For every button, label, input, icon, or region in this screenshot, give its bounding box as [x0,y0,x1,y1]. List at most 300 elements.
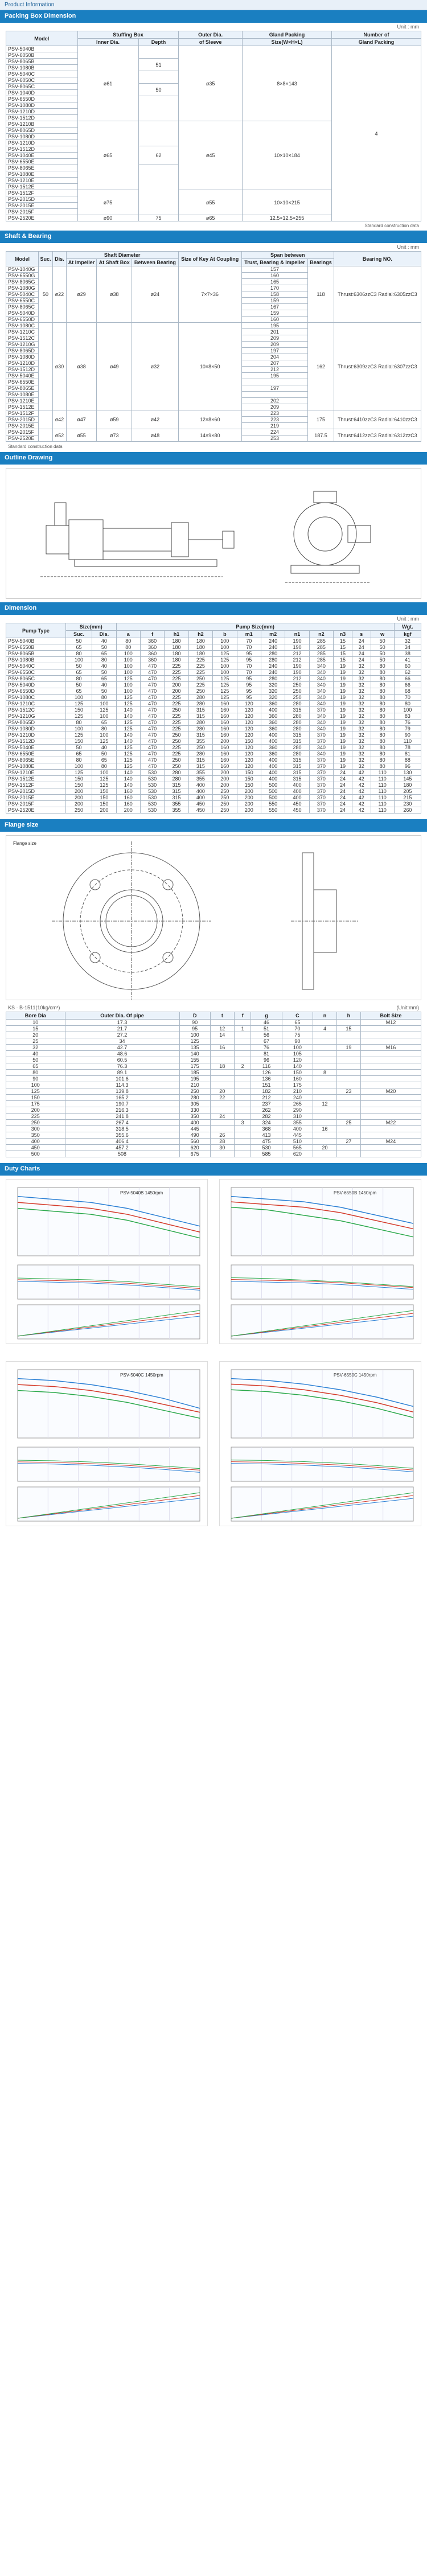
col-at-impeller: At Impeller [66,259,97,266]
flange-cell: 241.8 [65,1114,179,1120]
dim-cell: 500 [261,782,285,788]
dim-cell: 24 [352,644,371,651]
flange-cell: 12 [210,1026,234,1032]
dim-cell: 100 [92,732,116,738]
dim-cell: PSV-1210E [6,770,66,776]
dim-cell: 150 [92,795,116,801]
flange-cell [336,1151,360,1157]
dim-cell: 225 [165,713,188,720]
dim-cell: 125 [92,782,116,788]
dim-cell: 370 [309,757,333,763]
dim-col-9: m2 [261,631,285,638]
depth-cell [138,46,179,59]
col-gland-packing2: Gland Packing [332,39,421,46]
dim-cell: 65 [92,651,116,657]
flange-cell: 105 [282,1051,313,1057]
dim-cell: 120 [237,707,261,713]
no-cell: Thrust:6412zzC3 Radial:6312zzC3 [334,429,421,442]
dim-cell: 160 [213,745,237,751]
dim-cell: 360 [261,701,285,707]
table-row [6,663,421,669]
flange-cell [360,1026,421,1032]
flange-cell [360,1063,421,1070]
dim-cell: 470 [140,745,164,751]
dim-cell: 340 [309,688,333,695]
dim-cell: PSV-8065E [6,757,66,763]
table-row [6,1020,421,1026]
flange-cell: 25 [6,1038,65,1045]
dim-cell: 80 [65,676,92,682]
flange-cell: 65 [282,1020,313,1026]
dim-cell: 530 [140,782,164,788]
flange-cell: 240 [282,1095,313,1101]
flange-cell: 25 [336,1120,360,1126]
dim-cell: 120 [237,763,261,770]
dim-cell: PSV-1210G [6,713,66,720]
dim-cell: 400 [261,738,285,745]
dim-cell: 280 [285,720,309,726]
dim-cell: 125 [116,701,140,707]
dim-cell: 70 [237,644,261,651]
dim-cell: 150 [65,782,92,788]
brg-cell: ø42 [132,410,179,429]
flange-cell: 140 [179,1051,210,1057]
dim-cell: 32 [352,738,371,745]
flange-cell: 40 [6,1051,65,1057]
model-cell: PSV-6050C [6,77,78,84]
table-row [6,763,421,770]
flange-drawing-label: Flange size [13,841,36,846]
dim-cell: 250 [165,757,188,763]
flange-cell: 318.5 [65,1126,179,1132]
dim-cell: 50 [371,644,394,651]
box-cell: ø38 [97,266,132,323]
dim-cell: 315 [285,732,309,738]
dim-cell: 95 [237,676,261,682]
flange-cell: 160 [282,1076,313,1082]
dim-cell: 280 [261,657,285,663]
flange-col-0: Bore Dia [6,1012,65,1020]
dim-cell: 315 [285,707,309,713]
model-cell: PSV-5040E [6,373,39,379]
flange-cell: 267.4 [65,1120,179,1126]
table-row [6,323,421,329]
imp-cell: ø29 [66,266,97,323]
dim-cell: 120 [237,720,261,726]
flange-cell: 450 [6,1145,65,1151]
flange-cell: 475 [251,1139,282,1145]
dim-cell: 470 [140,732,164,738]
dim-cell: 96 [394,763,421,770]
flange-cell: 355 [282,1120,313,1126]
table-row [6,1057,421,1063]
outer-cell: ø65 [179,215,243,221]
flange-cell: 413 [251,1132,282,1139]
flange-cell: 42.7 [65,1045,179,1051]
table-row [6,1139,421,1145]
dim-cell: 225 [165,751,188,757]
flange-cell: 21.7 [65,1026,179,1032]
dim-cell: 225 [188,682,212,688]
flange-cell [234,1107,251,1114]
flange-cell: 100 [282,1045,313,1051]
flange-cell [210,1126,234,1132]
dim-cell: 225 [165,745,188,751]
flange-cell: 280 [179,1095,210,1101]
flange-cell: M22 [360,1120,421,1126]
dim-cell: 280 [188,701,212,707]
depth-cell [138,71,179,84]
dim-cell: 470 [140,751,164,757]
dim-cell: 340 [309,682,333,688]
flange-cell [313,1038,337,1045]
flange-cell: 355.6 [65,1132,179,1139]
flange-cell: 114.3 [65,1082,179,1088]
dim-cell: 32 [352,688,371,695]
flange-cell: 16 [313,1126,337,1132]
dim-cell: 160 [213,720,237,726]
cpl-cell: 10×8×50 [178,323,241,410]
depth-cell: 50 [138,84,179,96]
flange-cell: 56 [251,1032,282,1038]
dim-cell: 65 [92,720,116,726]
product-info-header: Product Information [0,0,427,10]
duty-chart [6,1361,208,1526]
dim-cell: 120 [237,757,261,763]
flange-cell: 10 [6,1020,65,1026]
dim-cell: 100 [116,669,140,676]
flange-cell: 19 [336,1045,360,1051]
table-row [6,1026,421,1032]
flange-cell: 508 [65,1151,179,1157]
dim-cell: 125 [213,695,237,701]
dim-cell: 250 [165,732,188,738]
dim-cell: 225 [188,663,212,669]
flange-cell: 34 [65,1038,179,1045]
suc-cell: 50 [39,266,53,323]
dim-cell: 42 [352,795,371,801]
dim-cell: 24 [334,776,352,782]
dim-cell: 240 [261,644,285,651]
dim-cell: 100 [92,713,116,720]
inner-cell: ø61 [77,46,138,121]
dim-cell: 200 [165,688,188,695]
dim-cell: 180 [394,782,421,788]
dim-cell: 200 [165,682,188,688]
col-depth: Depth [138,39,179,46]
flange-cell: 151 [251,1082,282,1088]
dim-cell: 80 [116,638,140,644]
duty-chart-svg [6,1362,207,1526]
dim-cell: 200 [65,795,92,801]
dim-cell: 50 [92,669,116,676]
table-row [6,651,421,657]
dim-cell: 315 [165,788,188,795]
flange-cell: 400 [6,1139,65,1145]
flange-cell: M20 [360,1088,421,1095]
flange-cell: 22 [210,1095,234,1101]
chart-title: PSV-6550B 1450rpm [334,1190,377,1195]
brg-cell: ø32 [132,323,179,410]
dim-cell: 340 [309,701,333,707]
table-row [6,266,421,273]
dim-cell: 100 [394,707,421,713]
flange-cell [336,1032,360,1038]
packing-section-title: Packing Box Dimension [0,10,427,23]
flange-cell: 400 [179,1120,210,1126]
dim-cell: 19 [334,732,352,738]
model-cell: PSV-8065D [6,128,78,134]
dim-cell: PSV-5040B [6,638,66,644]
dim-cell: 200 [213,782,237,788]
dim-cell: 32 [352,669,371,676]
dim-cell: 80 [92,763,116,770]
col-size-of-key: Size of Key At Coupling [178,252,241,266]
dim-cell: 100 [65,726,92,732]
model-cell: PSV-1512C [6,335,39,342]
flange-cell: M16 [360,1045,421,1051]
dim-cell: 200 [213,738,237,745]
flange-cell: 89.1 [65,1070,179,1076]
dim-cell: PSV-6550D [6,688,66,695]
dim-cell: 140 [116,732,140,738]
dim-cell: 80 [371,751,394,757]
shaft-unit: Unit : mm [397,244,419,250]
dim-cell: 145 [394,776,421,782]
model-cell: PSV-5040C [6,71,78,77]
dim-cell: 125 [116,695,140,701]
dim-cell: 180 [165,657,188,663]
dim-cell: 125 [213,657,237,663]
dim-cell: 340 [309,713,333,720]
imp-cell: ø47 [66,410,97,429]
flange-cell: 116 [251,1063,282,1070]
dim-cell: 225 [165,726,188,732]
table-row [6,795,421,801]
depth-cell [138,121,179,146]
dim-cell: 88 [394,757,421,763]
dim-cell: 66 [394,682,421,688]
table-row [6,732,421,738]
flange-cell [234,1151,251,1157]
table-row [6,1126,421,1132]
flange-cell [234,1145,251,1151]
dim-cell: 68 [394,688,421,695]
model-cell: PSV-8065E [6,385,39,392]
flange-cell: 20 [313,1145,337,1151]
model-cell: PSV-1512E [6,404,39,410]
table-row [6,1038,421,1045]
dim-cell: PSV-1512D [6,738,66,745]
dim-cell: 470 [140,763,164,770]
dim-cell: 400 [285,788,309,795]
dim-cell: 40 [92,663,116,669]
dim-cell: 32 [352,676,371,682]
dim-cell: 370 [309,770,333,776]
span-cell [241,392,308,398]
flange-cell: 136 [251,1076,282,1082]
flange-cell [336,1051,360,1057]
no-cell: Thrust:6309zzC3 Radial:6307zzC3 [334,323,421,410]
dim-cell: 360 [261,713,285,720]
dim-cell: 250 [65,807,92,814]
col-dis: Dis. [53,252,67,266]
flange-cell: 28 [210,1139,234,1145]
dim-cell: 80 [371,763,394,770]
dim-cell: 65 [92,676,116,682]
dim-cell: 160 [213,701,237,707]
span-cell: 219 [241,423,308,429]
dim-cell: PSV-1080C [6,695,66,701]
gland-cell: 10×10×215 [242,190,331,215]
dim-cell: 360 [261,720,285,726]
dim-cell: 200 [65,801,92,807]
dim-cell: 340 [309,663,333,669]
dim-cell: 280 [165,776,188,782]
dim-cell: 250 [188,688,212,695]
duty-chart-svg [220,1180,421,1344]
dim-cell: 160 [116,801,140,807]
cpl-cell: 14×9×80 [178,429,241,442]
shaft-section-title: Shaft & Bearing [0,231,427,243]
dim-cell: 180 [165,651,188,657]
model-cell: PSV-1040E [6,153,78,159]
flange-cell: 305 [179,1101,210,1107]
dim-cell: 550 [261,801,285,807]
dim-cell: 83 [394,713,421,720]
flange-cell: 15 [6,1026,65,1032]
dim-cell: 340 [309,745,333,751]
dim-cell: 340 [309,669,333,676]
dim-cell: 80 [92,726,116,732]
dim-cell: 100 [116,657,140,663]
flange-cell: 150 [6,1095,65,1101]
dim-cell: 95 [237,657,261,663]
flange-cell [234,1088,251,1095]
model-cell: PSV-1210C [6,329,39,335]
shaft-note: Standard construction data [8,444,63,449]
flange-cell: 216.3 [65,1107,179,1114]
dim-cell: 32 [352,713,371,720]
dim-cell: 125 [116,745,140,751]
dim-cell: 250 [285,688,309,695]
flange-col-2: D [179,1012,210,1020]
dim-cell: 530 [140,770,164,776]
dim-cell: 80 [371,707,394,713]
flange-cell [210,1120,234,1126]
dim-col-6: h2 [188,631,212,638]
dim-cell: 370 [309,738,333,745]
flange-cell: 27 [336,1139,360,1145]
dim-cell: 19 [334,695,352,701]
flange-cell: 530 [251,1145,282,1151]
flange-cell: 65 [6,1063,65,1070]
dim-cell: 315 [188,732,212,738]
dim-cell: PSV-1210D [6,732,66,738]
dim-cell: 200 [213,776,237,782]
span-cell: 224 [241,429,308,436]
dim-cell: 370 [309,707,333,713]
dim-cell: 400 [261,757,285,763]
span-cell: 197 [241,385,308,392]
dim-cell: 100 [213,669,237,676]
bearings-cell: 162 [308,323,334,410]
dim-cell: 315 [188,713,212,720]
dim-cell: 250 [165,763,188,770]
dim-cell: 125 [116,751,140,757]
table-row [6,1063,421,1070]
dim-cell: 355 [188,770,212,776]
dim-cell: 80 [371,713,394,720]
dim-cell: 370 [309,801,333,807]
model-cell: PSV-6550G [6,273,39,279]
model-cell: PSV-1210D [6,109,78,115]
flange-cell [336,1063,360,1070]
model-cell: PSV-5040B [6,46,78,52]
model-cell: PSV-1040D [6,90,78,96]
span-cell: 212 [241,367,308,373]
table-row [6,1045,421,1051]
dim-cell: 19 [334,663,352,669]
flange-cell: 14 [210,1032,234,1038]
dim-cell: 42 [352,807,371,814]
box-cell: ø59 [97,410,132,429]
model-cell: PSV-1080D [6,354,39,360]
gland-cell: 10×10×184 [242,121,331,190]
dim-cell: 225 [165,701,188,707]
dim-cell: 32 [352,763,371,770]
flange-cell: 190.7 [65,1101,179,1107]
table-row [6,1132,421,1139]
dis-cell: ø42 [53,410,67,429]
flange-cell [313,1032,337,1038]
model-cell: PSV-1080C [6,323,39,329]
dim-cell: 110 [371,795,394,801]
table-row [6,738,421,745]
span-cell: 209 [241,404,308,410]
flange-cell [336,1057,360,1063]
dim-cell: 180 [188,651,212,657]
dim-cell: 370 [309,732,333,738]
model-cell: PSV-1512D [6,115,78,121]
span-cell: 202 [241,398,308,404]
dim-cell: 500 [261,795,285,801]
dim-cell: 200 [237,788,261,795]
dim-cell: 200 [116,807,140,814]
flange-cell: 27.2 [65,1032,179,1038]
dim-cell: 315 [165,782,188,788]
dim-cell: 80 [371,669,394,676]
dim-cell: 225 [165,695,188,701]
flange-cell: 185 [179,1070,210,1076]
dim-cell: 340 [309,726,333,732]
model-cell: PSV-1210B [6,121,78,128]
flange-cell [234,1020,251,1026]
dim-cell: 15 [334,651,352,657]
table-row [6,1088,421,1095]
dim-cell: 90 [394,732,421,738]
flange-cell: 175 [179,1063,210,1070]
dim-cell: 19 [334,720,352,726]
dim-cell: 215 [394,795,421,801]
dim-cell: 470 [140,757,164,763]
model-cell: PSV-1512E [6,184,78,190]
dim-cell: 160 [213,732,237,738]
dim-cell: 160 [213,726,237,732]
flange-cell: 620 [282,1151,313,1157]
dim-cell: 450 [285,801,309,807]
inner-cell: ø75 [77,190,138,215]
